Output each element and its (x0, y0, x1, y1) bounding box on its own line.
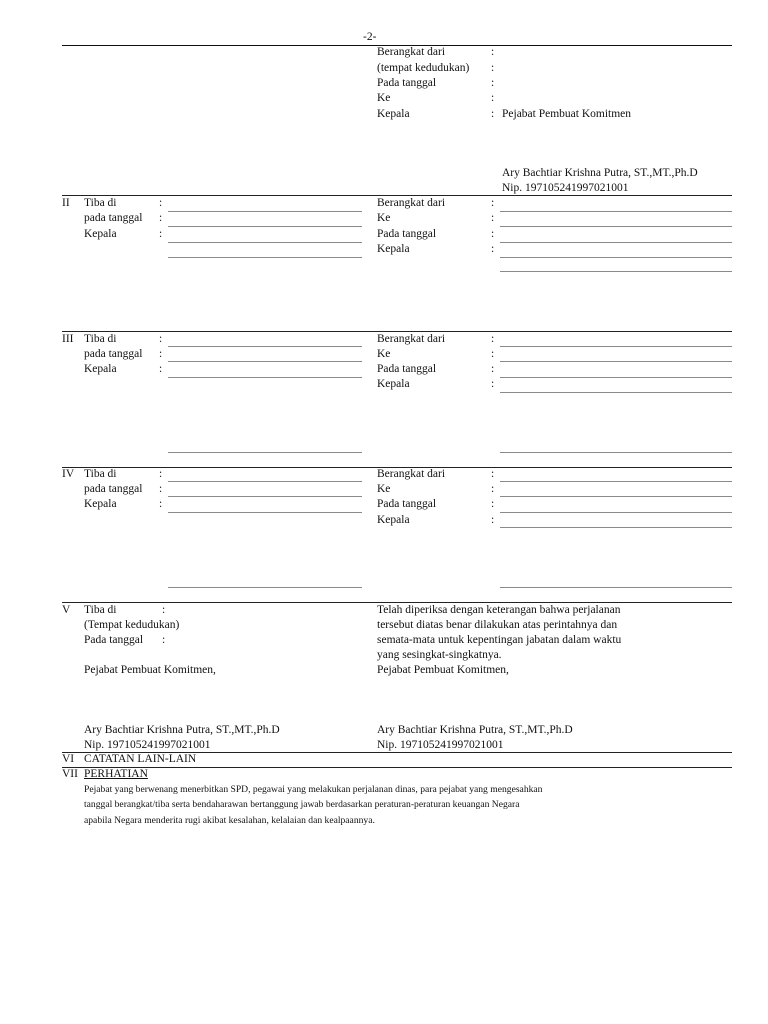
colon: : (159, 348, 163, 360)
label-ke: Ke (377, 92, 391, 104)
page-number: -2- (363, 31, 377, 43)
label-berangkat-dari: Berangkat dari (377, 197, 446, 209)
label-ke: Ke (377, 212, 391, 224)
fill-line (500, 527, 732, 528)
catatan-title: CATATAN LAIN-LAIN (84, 753, 197, 765)
section-number-vii: VII (62, 768, 78, 780)
label-tiba-di: Tiba di (84, 197, 117, 209)
colon: : (491, 468, 495, 480)
fill-line (500, 271, 732, 272)
fill-line (168, 377, 362, 378)
colon: : (491, 212, 495, 224)
fill-line (168, 496, 362, 497)
label-kepala: Kepala (84, 228, 117, 240)
colon: : (159, 468, 163, 480)
fill-line (500, 257, 732, 258)
section-iii-top-rule (62, 331, 732, 332)
label-kepala: Kepala (377, 378, 410, 390)
colon: : (491, 378, 495, 390)
colon: : (159, 228, 163, 240)
label-pada-tanggal: Pada tanggal (377, 228, 437, 240)
left-signatory-name: Ary Bachtiar Krishna Putra, ST.,MT.,Ph.D (84, 724, 280, 736)
fill-line (168, 211, 362, 212)
fill-line (500, 242, 732, 243)
fill-line (168, 226, 362, 227)
section-vii-top-rule (62, 767, 732, 768)
label-kepala: Kepala (84, 363, 117, 375)
label-berangkat-dari: Berangkat dari (377, 46, 446, 58)
colon: : (491, 77, 495, 89)
fill-line (500, 587, 732, 588)
label-tempat-kedudukan: (Tempat kedudukan) (84, 619, 180, 631)
pejabat-title: Pejabat Pembuat Komitmen (502, 108, 632, 120)
notice-line: Pejabat yang berwenang menerbitkan SPD, pegawai yang melakukan perjalanan dinas, para pejabat yang mengesahkan (84, 784, 543, 795)
colon: : (491, 348, 495, 360)
label-berangkat-dari: Berangkat dari (377, 333, 446, 345)
colon: : (491, 514, 495, 526)
colon: : (159, 363, 163, 375)
statement-line: semata-mata untuk kepentingan jabatan dalam waktu (377, 634, 622, 646)
label-pada-tanggal: Pada tanggal (84, 634, 144, 646)
fill-line (500, 361, 732, 362)
statement-line: Telah diperiksa dengan keterangan bahwa perjalanan (377, 604, 621, 616)
right-pejabat-title: Pejabat Pembuat Komitmen, (377, 664, 509, 676)
label-ke: Ke (377, 483, 391, 495)
signatory-nip: Nip. 197105241997021001 (502, 182, 629, 194)
label-tiba-di: Tiba di (84, 333, 117, 345)
fill-line (500, 377, 732, 378)
label-pada-tanggal: pada tanggal (84, 348, 143, 360)
colon: : (491, 92, 495, 104)
colon: : (491, 363, 495, 375)
section-number-vi: VI (62, 753, 75, 765)
label-kepala: Kepala (377, 108, 410, 120)
colon: : (491, 197, 495, 209)
colon: : (491, 498, 495, 510)
colon: : (159, 333, 163, 345)
label-pada-tanggal: Pada tanggal (377, 363, 437, 375)
fill-line (500, 226, 732, 227)
label-berangkat-dari: Berangkat dari (377, 468, 446, 480)
fill-line (500, 392, 732, 393)
label-tiba-di: Tiba di (84, 604, 117, 616)
statement-line: tersebut diatas benar dilakukan atas perintahnya dan (377, 619, 618, 631)
label-kepala: Kepala (84, 498, 117, 510)
perhatian-title: PERHATIAN (84, 768, 148, 780)
label-pada-tanggal: Pada tanggal (377, 77, 437, 89)
section-number-iv: IV (62, 468, 75, 480)
fill-line (500, 346, 732, 347)
fill-line (500, 481, 732, 482)
label-pada-tanggal: Pada tanggal (377, 498, 437, 510)
section-number-iii: III (62, 333, 74, 345)
fill-line (168, 346, 362, 347)
notice-line: apabila Negara menderita rugi akibat kesalahan, kelalaian dan kealpaannya. (84, 815, 375, 826)
colon: : (491, 483, 495, 495)
fill-line (168, 452, 362, 453)
fill-line (168, 242, 362, 243)
right-signatory-name: Ary Bachtiar Krishna Putra, ST.,MT.,Ph.D (377, 724, 573, 736)
fill-line (168, 481, 362, 482)
colon: : (491, 108, 495, 120)
notice-line: tanggal berangkat/tiba serta bendaharawan bertanggung jawab berdasarkan peraturan-peraturan keuangan Negara (84, 799, 520, 810)
fill-line (168, 512, 362, 513)
left-pejabat-title: Pejabat Pembuat Komitmen, (84, 664, 216, 676)
signatory-name: Ary Bachtiar Krishna Putra, ST.,MT.,Ph.D (502, 167, 698, 179)
label-kepala: Kepala (377, 243, 410, 255)
fill-line (500, 496, 732, 497)
label-ke: Ke (377, 348, 391, 360)
colon: : (159, 483, 163, 495)
section-v-top-rule (62, 602, 732, 603)
label-pada-tanggal: pada tanggal (84, 483, 143, 495)
colon: : (159, 197, 163, 209)
colon: : (491, 62, 495, 74)
label-kepala: Kepala (377, 514, 410, 526)
right-signatory-nip: Nip. 197105241997021001 (377, 739, 504, 751)
fill-line (168, 257, 362, 258)
fill-line (500, 512, 732, 513)
colon: : (162, 604, 166, 616)
colon: : (159, 498, 163, 510)
fill-line (168, 587, 362, 588)
label-tiba-di: Tiba di (84, 468, 117, 480)
colon: : (491, 243, 495, 255)
colon: : (491, 228, 495, 240)
colon: : (491, 333, 495, 345)
statement-line: yang sesingkat-singkatnya. (377, 649, 502, 661)
colon: : (159, 212, 163, 224)
section-ii-top-rule (62, 195, 732, 196)
label-pada-tanggal: pada tanggal (84, 212, 143, 224)
section-number-ii: II (62, 197, 70, 209)
colon: : (491, 46, 495, 58)
fill-line (168, 361, 362, 362)
label-tempat-kedudukan: (tempat kedudukan) (377, 62, 470, 74)
fill-line (500, 211, 732, 212)
section-number-v: V (62, 604, 71, 616)
fill-line (500, 452, 732, 453)
colon: : (162, 634, 166, 646)
left-signatory-nip: Nip. 197105241997021001 (84, 739, 211, 751)
